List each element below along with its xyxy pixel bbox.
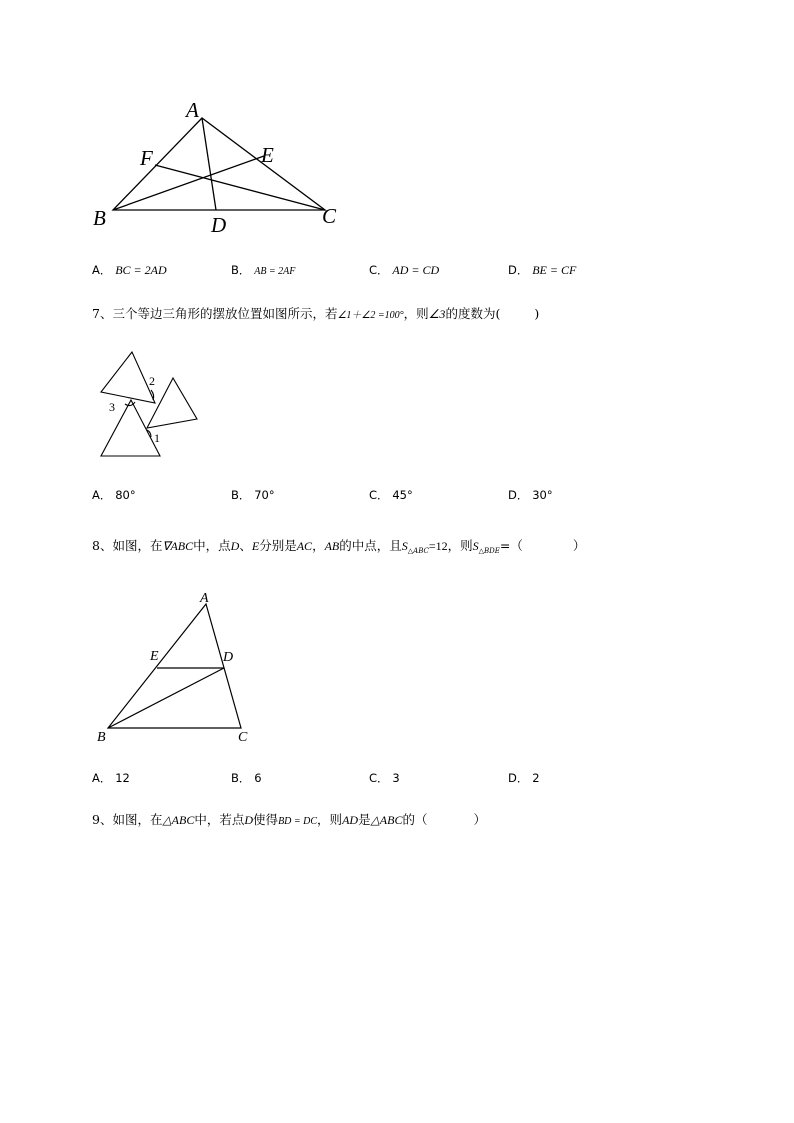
segment-bd xyxy=(108,668,224,728)
label-c: C xyxy=(322,204,337,228)
q8-option-d[interactable]: D． 2 xyxy=(508,771,540,785)
q8-question: 8、如图，在∇ABC中，点D、E分别是AC，AB的中点，且$S_{\triangle ABC}=12$，则$S_{\triangle BDE}=$（ ） xyxy=(92,538,586,555)
q7-option-d[interactable]: D． 30° xyxy=(508,488,553,502)
angle-3-label: 3 xyxy=(109,400,115,414)
q8-triangle-diagram xyxy=(92,585,262,750)
q8-option-c[interactable]: C． 3 xyxy=(369,771,400,785)
angle-1-label: 1 xyxy=(154,431,160,445)
q6-option-c[interactable]: C． AD = CD xyxy=(369,263,440,277)
segment-be xyxy=(113,156,264,210)
label-e: E xyxy=(261,143,274,167)
q6-option-a[interactable]: A． BC = 2AD xyxy=(92,263,167,277)
label-a: A xyxy=(200,591,209,606)
triangle-abc xyxy=(108,604,241,728)
segment-cf xyxy=(155,165,325,210)
q8-figure xyxy=(92,585,262,750)
q6-figure xyxy=(88,95,358,240)
q7-option-a[interactable]: A． 80° xyxy=(92,488,136,502)
triangle-top xyxy=(101,352,155,403)
median-ad xyxy=(202,118,216,210)
q6-options xyxy=(92,262,712,280)
angle-2-label: 2 xyxy=(149,374,155,388)
q7-figure xyxy=(95,346,205,464)
q9-question: 9、如图，在△ABC中，若点D使得BD = DC，则AD是△ABC的（ ） xyxy=(92,812,487,827)
q8-option-b[interactable]: B． 6 xyxy=(231,771,262,785)
label-b: B xyxy=(93,206,106,230)
label-e: E xyxy=(150,649,159,664)
label-c: C xyxy=(238,730,248,745)
q7-three-triangles-diagram xyxy=(95,346,205,464)
q7-option-c[interactable]: C． 45° xyxy=(369,488,413,502)
label-a: A xyxy=(186,98,199,122)
q6-option-d[interactable]: D． BE = CF xyxy=(508,263,577,277)
q7-options xyxy=(92,487,712,505)
q8-option-a[interactable]: A． 12 xyxy=(92,771,130,785)
label-d: D xyxy=(211,213,227,237)
q7-option-b[interactable]: B． 70° xyxy=(231,488,275,502)
label-b: B xyxy=(97,730,106,745)
label-d: D xyxy=(223,650,234,665)
q6-option-b[interactable]: B． AB = 2AF xyxy=(231,263,296,277)
q6-triangle-diagram xyxy=(88,95,358,240)
label-f: F xyxy=(140,146,153,170)
q8-options xyxy=(92,770,712,788)
q7-question: 7、三个等边三角形的摆放位置如图所示，若∠1＋∠2 =100°，则∠3的度数为( ) xyxy=(92,306,540,321)
